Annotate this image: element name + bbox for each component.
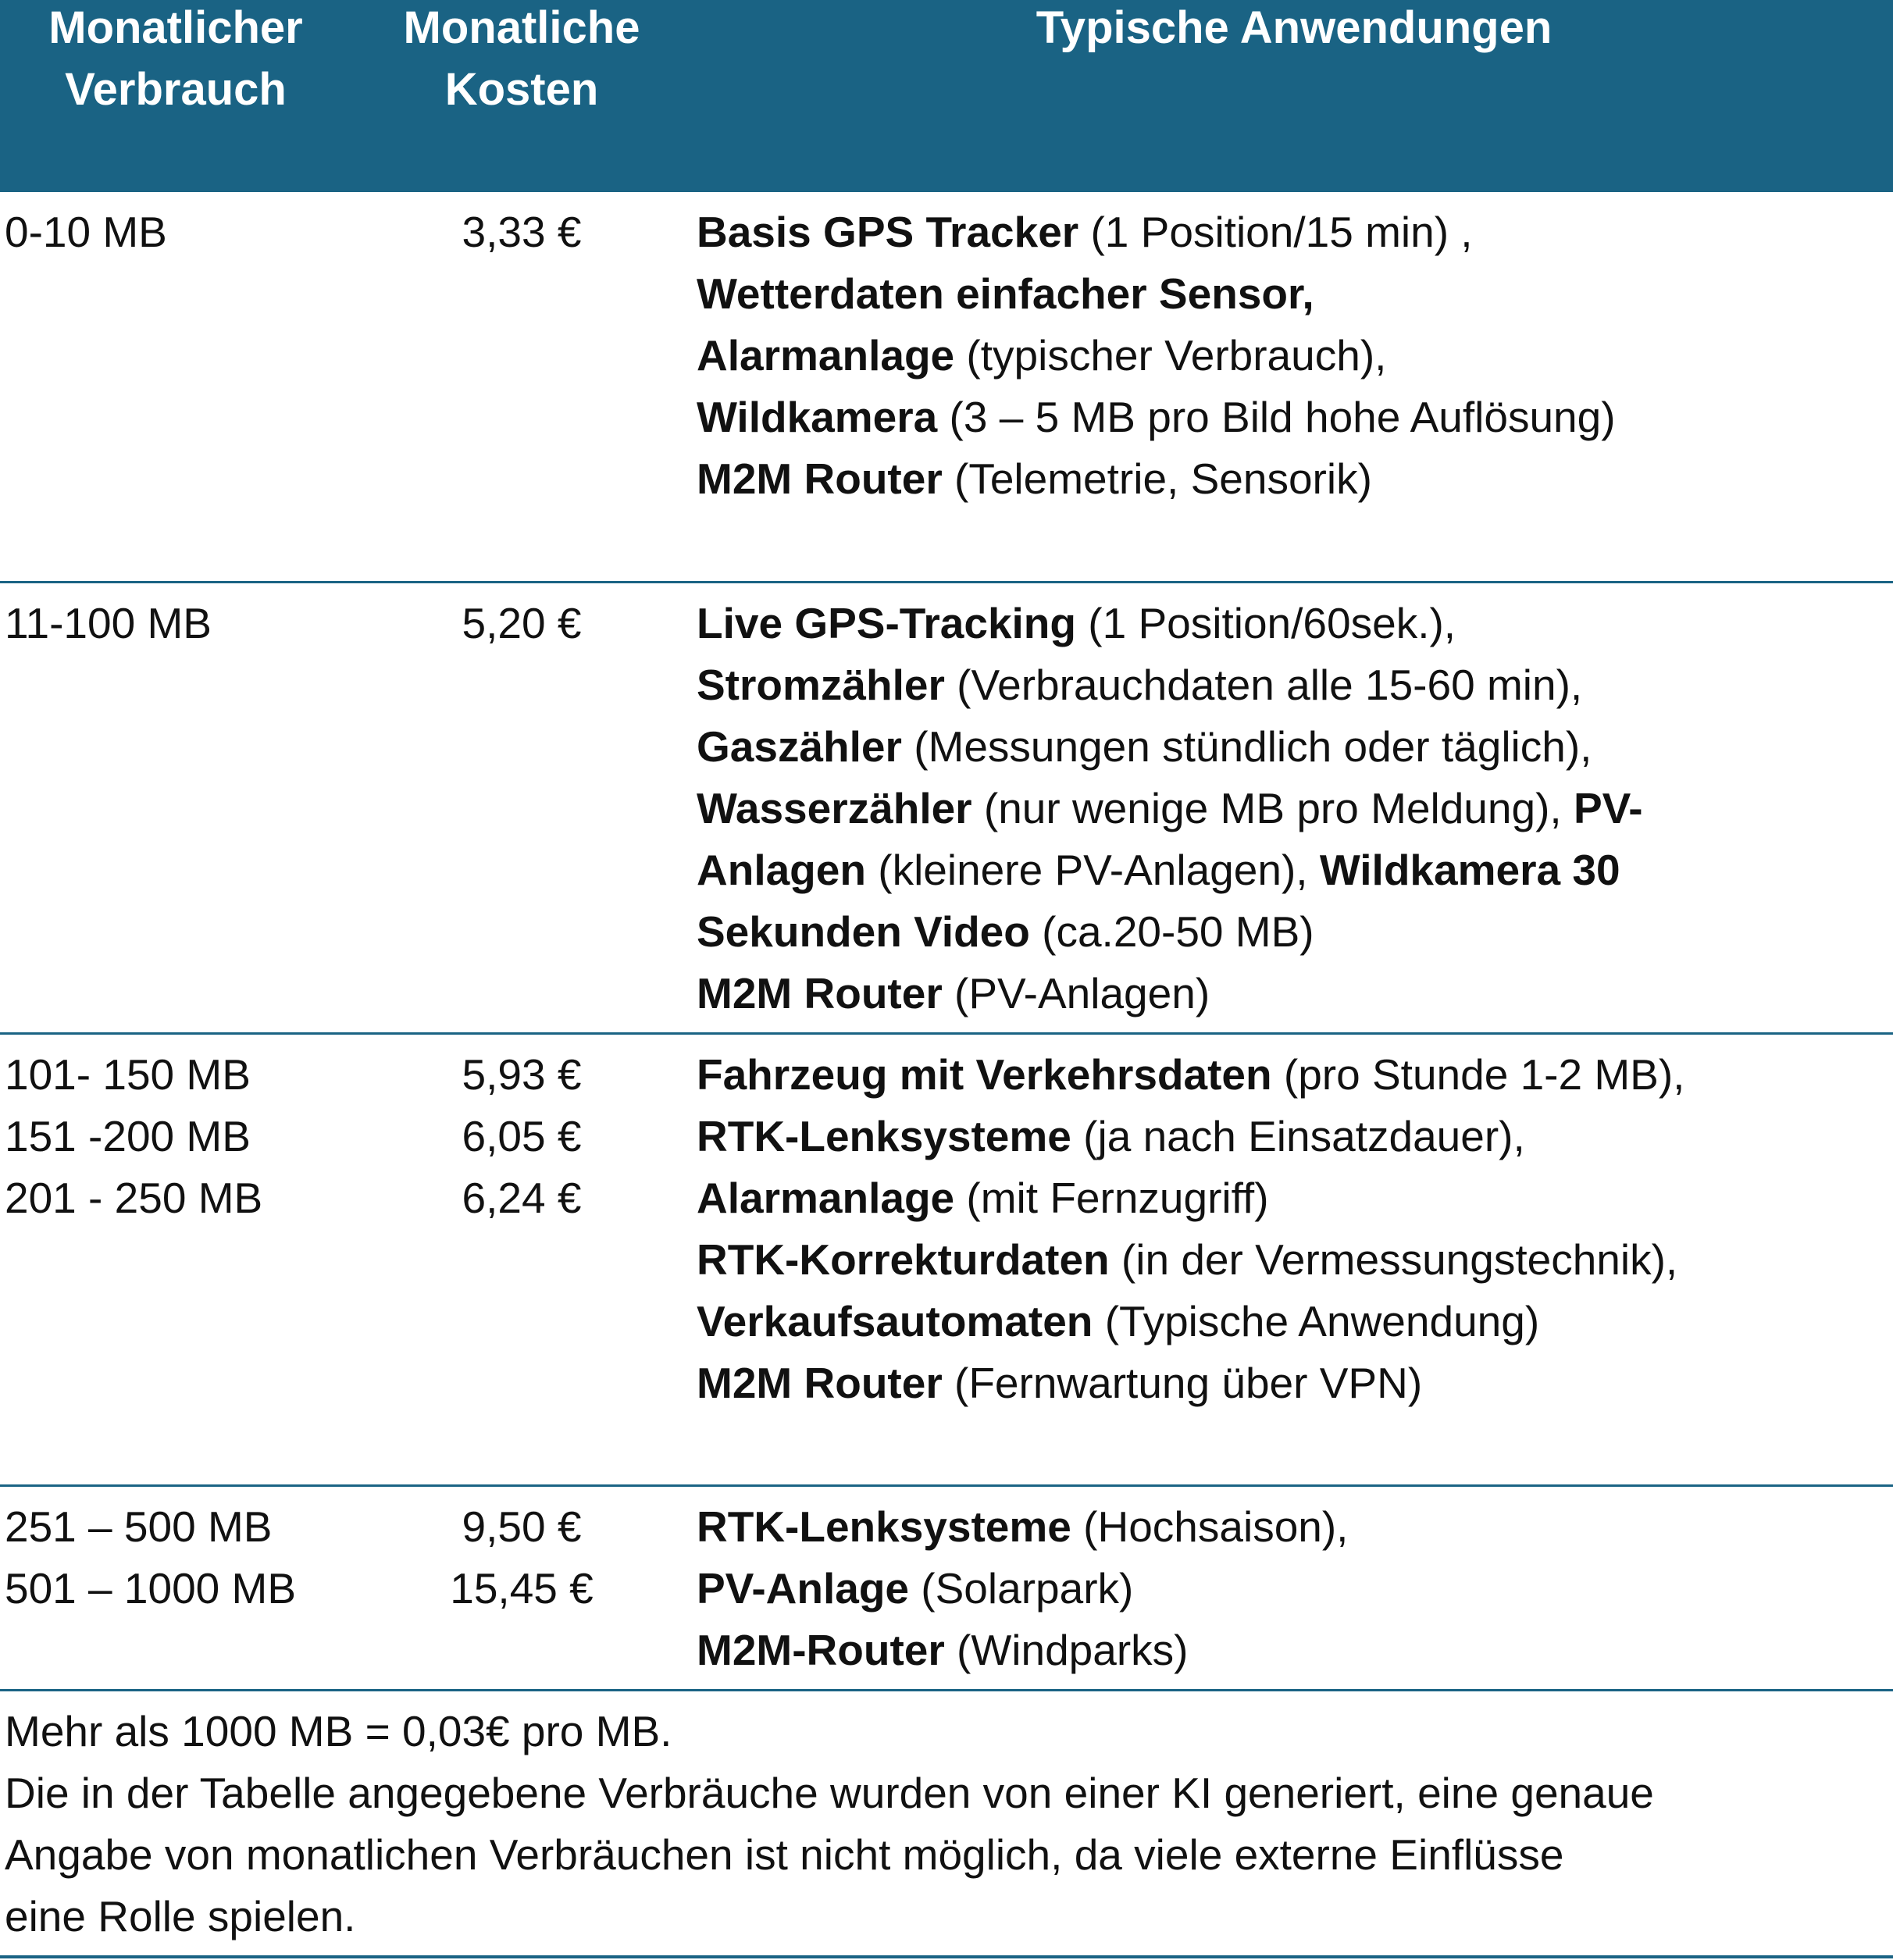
application-detail: (mit Fernzugriff)	[954, 1174, 1269, 1222]
application-line	[697, 448, 1884, 510]
application-detail: (in der Vermessungstechnik),	[1109, 1235, 1678, 1284]
application-name: Sekunden Video	[697, 907, 1030, 956]
application-name: RTK-Korrekturdaten	[697, 1235, 1110, 1284]
application-name: Wildkamera	[697, 393, 938, 441]
header-monthly-usage	[0, 0, 351, 120]
application-line	[697, 901, 1884, 963]
usage-value: 201 - 250 MB	[5, 1174, 263, 1222]
application-line	[697, 716, 1884, 778]
cell-monthly-cost	[351, 593, 692, 654]
application-detail: (Hochsaison),	[1071, 1502, 1349, 1551]
application-detail: (Fernwartung über VPN)	[942, 1359, 1423, 1407]
application-detail: (Windparks)	[944, 1626, 1189, 1674]
application-detail: (Typische Anwendung)	[1093, 1297, 1540, 1345]
application-name: RTK-Lenksysteme	[697, 1112, 1071, 1160]
application-line	[697, 654, 1884, 716]
cost-value: 6,24 €	[462, 1174, 582, 1222]
cell-monthly-usage	[5, 201, 348, 263]
application-line	[697, 839, 1884, 901]
application-detail: (3 – 5 MB pro Bild hohe Auflösung)	[937, 393, 1616, 441]
usage-value: 101- 150 MB	[5, 1050, 251, 1099]
application-name: RTK-Lenksysteme	[697, 1502, 1071, 1551]
footer-line: Die in der Tabelle angegebene Verbräuche wurden von einer KI generiert, eine genaue	[5, 1769, 1654, 1817]
cell-monthly-usage	[5, 1496, 348, 1620]
application-name: Wetterdaten einfacher Sensor,	[697, 269, 1314, 318]
header-text: Verbrauch	[65, 64, 287, 115]
application-detail: (kleinere PV-Anlagen),	[865, 846, 1320, 894]
cost-value: 6,05 €	[462, 1112, 582, 1160]
application-name: PV-	[1573, 784, 1643, 832]
header-typical-applications	[695, 0, 1893, 59]
application-line	[697, 263, 1884, 325]
application-detail: (Messungen stündlich oder täglich),	[901, 722, 1592, 771]
header-monthly-cost	[351, 0, 692, 120]
application-line	[697, 1496, 1884, 1558]
application-name: M2M Router	[697, 454, 943, 503]
application-line	[697, 778, 1884, 839]
application-name: Fahrzeug mit Verkehrsdaten	[697, 1050, 1272, 1099]
application-name: Basis GPS Tracker	[697, 208, 1079, 256]
header-text: Kosten	[444, 64, 599, 115]
application-line	[697, 1106, 1884, 1167]
application-line	[697, 1044, 1884, 1106]
application-name: Alarmanlage	[697, 1174, 955, 1222]
application-line	[697, 201, 1884, 263]
application-line	[697, 1558, 1884, 1620]
application-name: Stromzähler	[697, 661, 945, 709]
application-line	[697, 1229, 1884, 1291]
footer-divider	[0, 1955, 1893, 1958]
usage-value: 151 -200 MB	[5, 1112, 251, 1160]
cost-value: 3,33 €	[462, 208, 582, 256]
table-row	[0, 583, 1893, 1035]
application-line	[697, 963, 1884, 1025]
table-row	[0, 192, 1893, 583]
application-name: M2M Router	[697, 969, 943, 1017]
footer-line: Mehr als 1000 MB = 0,03€ pro MB.	[5, 1707, 672, 1755]
application-name: Gaszähler	[697, 722, 902, 771]
header-text: Monatlicher	[48, 2, 303, 53]
cell-typical-applications	[697, 593, 1884, 1025]
table-header	[0, 0, 1893, 192]
cell-typical-applications	[697, 1044, 1884, 1414]
cost-value: 5,93 €	[462, 1050, 582, 1099]
footer-line: eine Rolle spielen.	[5, 1892, 356, 1940]
application-detail: (1 Position/60sek.),	[1076, 599, 1456, 647]
cell-monthly-usage	[5, 1044, 348, 1229]
application-name: Anlagen	[697, 846, 866, 894]
footer-line: Angabe von monatlichen Verbräuchen ist nicht möglich, da viele externe Einflüsse	[5, 1830, 1564, 1879]
application-line	[697, 1620, 1884, 1681]
table-row	[0, 1487, 1893, 1691]
application-detail: (pro Stunde 1-2 MB),	[1271, 1050, 1685, 1099]
header-text: Typische Anwendungen	[1036, 2, 1553, 53]
application-name: M2M-Router	[697, 1626, 945, 1674]
application-detail: (nur wenige MB pro Meldung),	[971, 784, 1574, 832]
application-line	[697, 325, 1884, 387]
usage-value: 251 – 500 MB	[5, 1502, 273, 1551]
cell-typical-applications	[697, 1496, 1884, 1681]
application-name: Live GPS-Tracking	[697, 599, 1077, 647]
cell-monthly-cost	[351, 1496, 692, 1620]
application-detail: (1 Position/15 min) ,	[1078, 208, 1473, 256]
cost-value: 5,20 €	[462, 599, 582, 647]
usage-value: 11-100 MB	[5, 599, 212, 647]
application-name: M2M Router	[697, 1359, 943, 1407]
cell-typical-applications	[697, 201, 1884, 510]
cost-value: 15,45 €	[450, 1564, 594, 1613]
cell-monthly-cost	[351, 1044, 692, 1229]
cell-monthly-usage	[5, 593, 348, 654]
application-detail: (ja nach Einsatzdauer),	[1071, 1112, 1525, 1160]
application-line	[697, 1352, 1884, 1414]
usage-value: 0-10 MB	[5, 208, 167, 256]
application-name: Alarmanlage	[697, 331, 955, 380]
application-line	[697, 387, 1884, 448]
usage-value: 501 – 1000 MB	[5, 1564, 297, 1613]
table-row	[0, 1035, 1893, 1487]
application-detail: (Solarpark)	[909, 1564, 1134, 1613]
application-name: PV-Anlage	[697, 1564, 910, 1613]
application-name: Verkaufsautomaten	[697, 1297, 1093, 1345]
application-name: Wasserzähler	[697, 784, 972, 832]
header-text: Monatliche	[403, 2, 640, 53]
application-line	[697, 593, 1884, 654]
application-detail: (Telemetrie, Sensorik)	[942, 454, 1372, 503]
application-detail: (PV-Anlagen)	[942, 969, 1210, 1017]
footer-notes	[5, 1701, 1888, 1948]
application-line	[697, 1291, 1884, 1352]
application-detail: (Verbrauchdaten alle 15-60 min),	[944, 661, 1583, 709]
application-name: Wildkamera 30	[1319, 846, 1620, 894]
application-detail: (ca.20-50 MB)	[1029, 907, 1314, 956]
application-detail: (typischer Verbrauch),	[954, 331, 1387, 380]
cost-value: 9,50 €	[462, 1502, 582, 1551]
application-line	[697, 1167, 1884, 1229]
cell-monthly-cost	[351, 201, 692, 263]
